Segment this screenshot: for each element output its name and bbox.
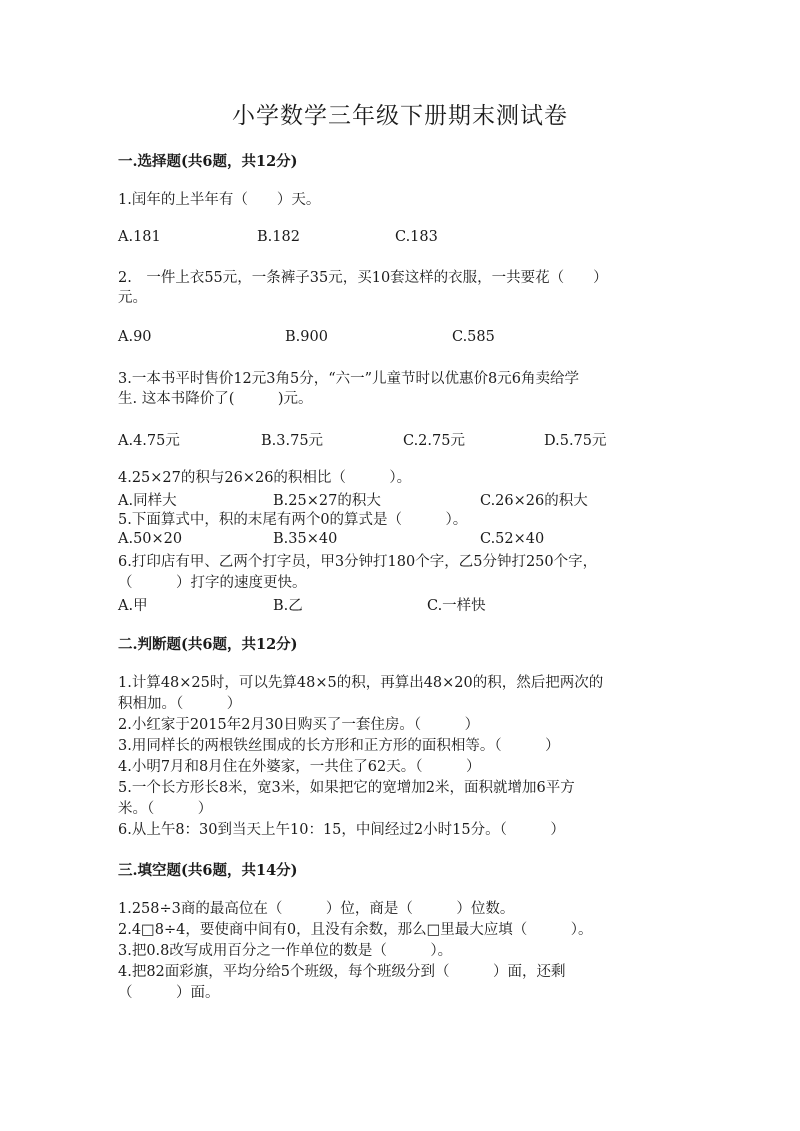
option-b: B.3.75元 (261, 433, 324, 449)
question-text: 6.从上午8：30到当天上午10：15，中间经过2小时15分。（ ） (118, 822, 565, 838)
option-c: C.183 (395, 229, 438, 245)
question-text: 积相加。（ ） (118, 696, 242, 712)
section-heading-choice: 一.选择题(共6题，共12分) (118, 153, 298, 170)
question-text: 1.258÷3商的最高位在（ ）位，商是（ ）位数。 (118, 901, 515, 917)
option-a: A.4.75元 (118, 433, 180, 449)
option-c: C.2.75元 (403, 433, 465, 449)
question-text: 6.打印店有甲、乙两个打字员，甲3分钟打180个字，乙5分钟打250个字， (118, 554, 598, 570)
question-text: 4.25×27的积与26×26的积相比（ ）。 (118, 470, 412, 486)
question-text: 4.把82面彩旗，平均分给5个班级，每个班级分到（ ）面，还剩 (118, 964, 566, 980)
question-text: 5.下面算式中，积的末尾有两个0的算式是（ ）。 (118, 512, 468, 528)
question-text: 3.把0.8改写成用百分之一作单位的数是（ ）。 (118, 943, 453, 959)
question-text: 元。 (118, 290, 147, 306)
option-c: C.585 (452, 329, 495, 345)
question-text: 3.一本书平时售价12元3角5分，“六一”儿童节时以优惠价8元6角卖给学 (118, 371, 580, 387)
question-text: 3.用同样长的两根铁丝围成的长方形和正方形的面积相等。（ ） (118, 738, 560, 754)
section-heading-fill-blank: 三.填空题(共6题，共14分) (118, 862, 298, 879)
option-c: C.一样快 (427, 598, 486, 614)
question-text: 2. 一件上衣55元，一条裤子35元，买10套这样的衣服，一共要花（ ） (118, 270, 608, 286)
option-a: A.甲 (118, 598, 148, 614)
option-b: B.35×40 (273, 531, 338, 547)
question-text: 2.4□8÷4，要使商中间有0，且没有余数，那么□里最大应填（ ）。 (118, 922, 593, 938)
question-text: （ ）打字的速度更快。 (118, 575, 307, 591)
option-b: B.乙 (273, 598, 303, 614)
option-a: A.同样大 (118, 493, 177, 509)
page-title: 小学数学三年级下册期末测试卷 (232, 103, 568, 129)
question-text: 生. 这本书降价了( )元。 (118, 391, 313, 407)
question-text: （ ）面。 (118, 985, 220, 1001)
option-a: A.181 (118, 229, 161, 245)
option-d: D.5.75元 (544, 433, 607, 449)
option-b: B.25×27的积大 (273, 493, 381, 509)
section-heading-judgement: 二.判断题(共6题，共12分) (118, 636, 298, 653)
option-b: B.900 (285, 329, 328, 345)
question-text: 5.一个长方形长8米，宽3米，如果把它的宽增加2米，面积就增加6平方 (118, 780, 575, 796)
question-text: 2.小红家于2015年2月30日购买了一套住房。（ ） (118, 717, 480, 733)
question-text: 1.计算48×25时，可以先算48×5的积，再算出48×20的积，然后把两次的 (118, 675, 604, 691)
question-text: 米。（ ） (118, 801, 213, 817)
option-c: C.26×26的积大 (480, 493, 588, 509)
question-text: 4.小明7月和8月住在外婆家，一共住了62天。（ ） (118, 759, 481, 775)
option-b: B.182 (257, 229, 300, 245)
question-text: 1.闰年的上半年有（ ）天。 (118, 192, 321, 208)
option-c: C.52×40 (480, 531, 545, 547)
option-a: A.90 (118, 329, 152, 345)
option-a: A.50×20 (118, 531, 183, 547)
